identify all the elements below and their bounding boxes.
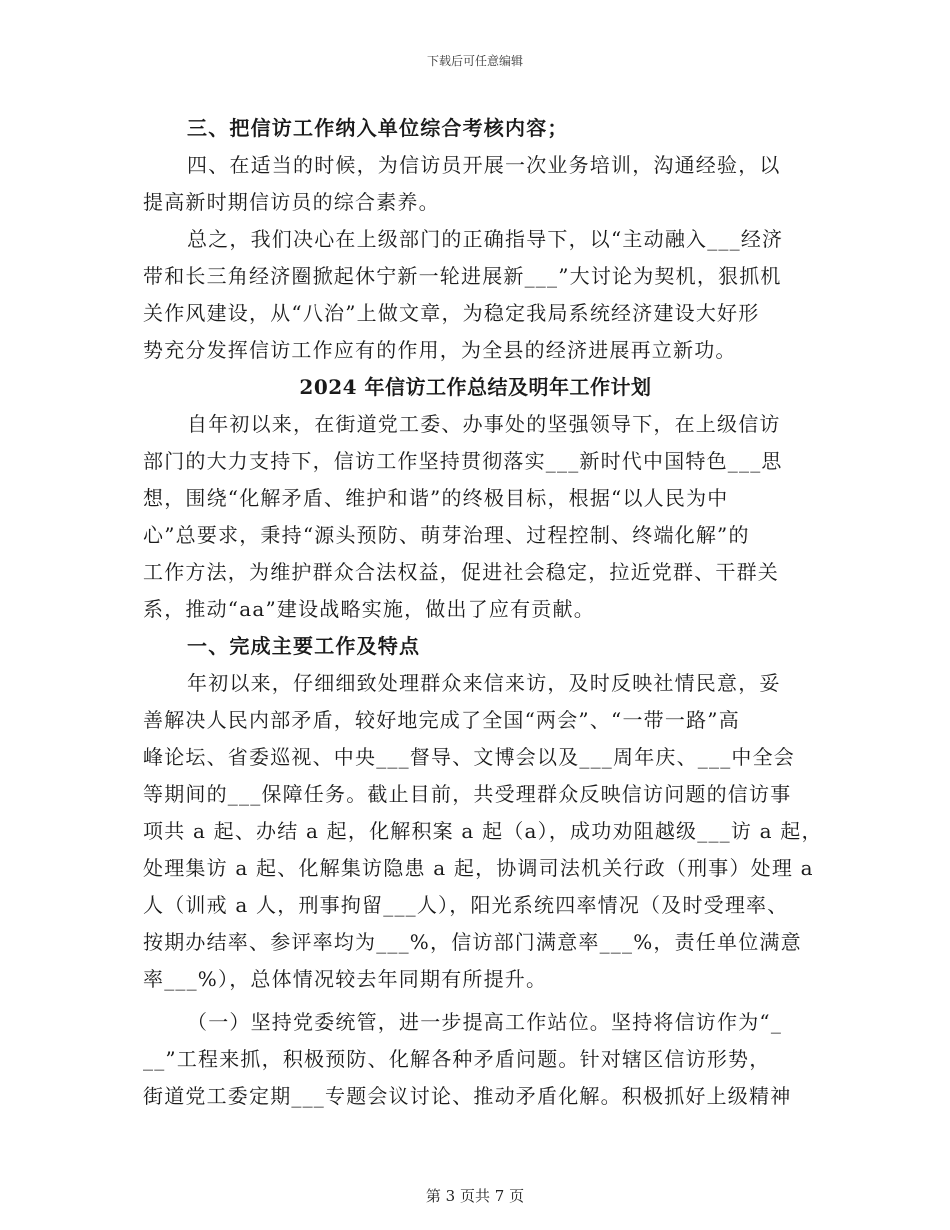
text-line: （一）坚持党委统管，进一步提高工作站位。坚持将信访作为“_ <box>187 1010 783 1034</box>
document-body <box>143 110 823 1115</box>
text-line: 带和长三角经济圈掀起休宁新一轮进展新___”大讨论为契机，狠抓机 <box>143 264 782 288</box>
text-line: 关作风建设，从“八治”上做文章，为稳定我局系统经济建设大好形 <box>143 301 760 325</box>
text-line: 部门的大力支持下，信访工作坚持贯彻落实___新时代中国特色___思 <box>143 449 783 473</box>
page-header: 下载后可任意编辑 <box>426 54 523 68</box>
text-line: 率___%），总体情况较去年同期有所提升。 <box>143 967 548 991</box>
text-line: 项共 a 起、办结 a 起，化解积案 a 起（a），成功劝阻越级___访 a 起， <box>143 819 823 843</box>
text-line: 街道党工委定期___专题会议讨论、推动矛盾化解。积极抓好上级精神 <box>143 1084 792 1108</box>
text-line: 心”总要求，秉持“源头预防、萌芽治理、过程控制、终端化解”的 <box>143 523 750 547</box>
text-line: 人（训戒 a 人，刑事拘留___人），阳光系统四率情况（及时受理率、 <box>143 893 789 917</box>
text-line: 系，推动“aa”建设战略实施，做出了应有贡献。 <box>143 597 595 621</box>
text-line: __”工程来抓，积极预防、化解各种矛盾问题。针对辖区信访形势， <box>143 1047 771 1071</box>
text-line: 自年初以来，在街道党工委、办事处的坚强领导下，在上级信访 <box>187 412 781 436</box>
text-line: 峰论坛、省委巡视、中央___督导、文博会以及___周年庆、___中全会 <box>143 745 795 769</box>
text-line: 工作方法，为维护群众合法权益，促进社会稳定，拉近党群、干群关 <box>143 560 779 584</box>
text-line: 按期办结率、参评率均为___%，信访部门满意率___%，责任单位满意 <box>143 930 802 954</box>
text-line: 想，围绕“化解矛盾、维护和谐”的终极目标，根据“以人民为中 <box>143 486 729 510</box>
text-line: 年初以来，仔细细致处理群众来信来访，及时反映社情民意，妥 <box>187 671 781 695</box>
text-line: 提高新时期信访员的综合素养。 <box>143 190 440 214</box>
section-title: 2024 年信访工作总结及明年工作计划 <box>299 375 652 399</box>
text-line: 势充分发挥信访工作应有的作用，为全县的经济进展再立新功。 <box>143 338 737 362</box>
page-footer: 第 3 页共 7 页 <box>425 1187 525 1205</box>
text-line: 总之，我们决心在上级部门的正确指导下，以“主动融入___经济 <box>187 227 784 251</box>
text-line: 等期间的___保障任务。截止目前，共受理群众反映信访问题的信访事 <box>143 782 792 806</box>
text-line: 四、在适当的时候，为信访员开展一次业务培训，沟通经验，以 <box>187 153 781 177</box>
section-heading: 一、完成主要工作及特点 <box>187 634 421 658</box>
text-line: 善解决人民内部矛盾，较好地完成了全国“两会”、“一带一路”高 <box>143 708 740 732</box>
text-line: 处理集访 a 起、化解集访隐患 a 起，协调司法机关行政（刑事）处理 a <box>143 856 814 880</box>
section-heading: 三、把信访工作纳入单位综合考核内容； <box>187 116 569 140</box>
